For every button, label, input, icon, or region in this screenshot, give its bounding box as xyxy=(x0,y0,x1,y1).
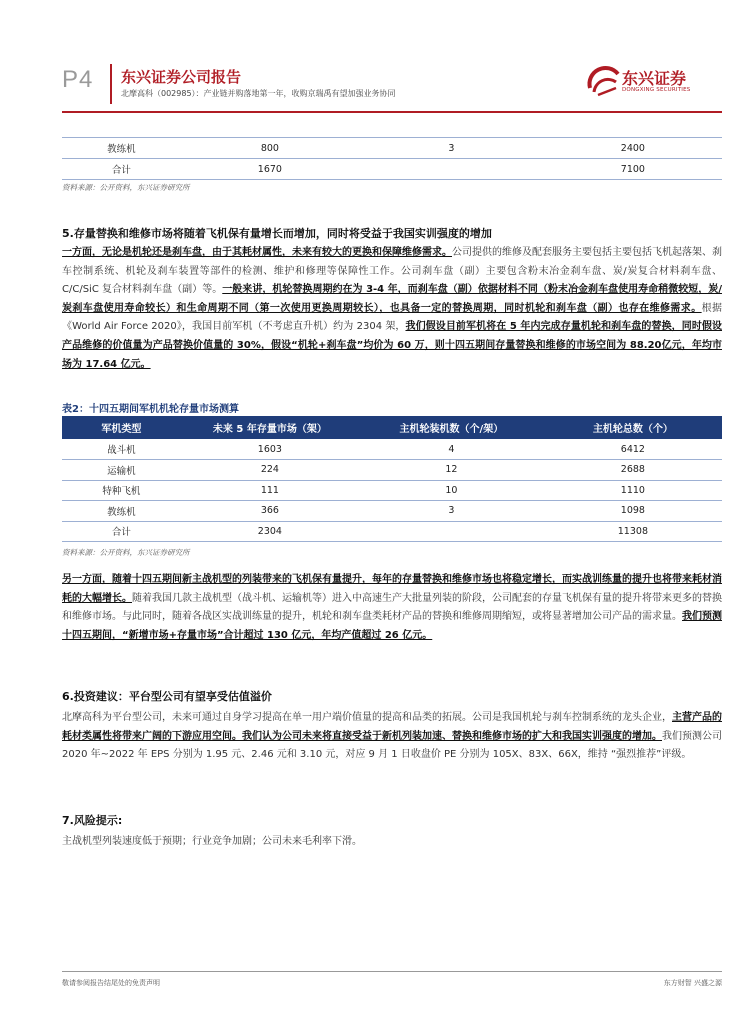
section-7-heading: 7.风险提示: xyxy=(62,814,123,827)
aircraft-wheel-table-continued xyxy=(62,137,722,180)
column-header: 未来 5 年存量市场（架） xyxy=(181,416,359,439)
table-row xyxy=(62,521,722,542)
column-header: 主机轮总数（个） xyxy=(544,416,722,439)
table-cell: 3 xyxy=(359,138,544,159)
table-cell: 战斗机 xyxy=(62,439,181,460)
table-cell xyxy=(359,521,544,542)
table-caption: 表2：十四五期间军机机轮存量市场测算 xyxy=(62,404,239,415)
market-growth-paragraph xyxy=(62,571,722,645)
risk-paragraph: 主战机型列装速度低于预期；行业竞争加剧；公司未来毛利率下滑。 xyxy=(62,836,362,847)
table-cell: 1110 xyxy=(544,480,722,501)
section-5-heading: 5.存量替换和维修市场将随着飞机保有量增长而增加，同时将受益于我国实训强度的增加 xyxy=(62,227,492,240)
footer-slogan: 东方财智 兴盛之源 xyxy=(663,979,722,987)
body-text: 我们预测公司 2020 年~2022 年 EPS 分别为 1.95 元、2.46 元和 3.10 元，对应 9 月 1 日收盘价 PE 分别为 105X、83X、66X，维持 “强烈推荐”评级。 xyxy=(62,730,722,761)
section-5-paragraph xyxy=(62,244,722,374)
table-cell: 1603 xyxy=(181,439,359,460)
bold-text: 一般来讲，机轮替换周期约在为 3-4 年，而刹车盘（副）依据材料不同（粉末冶金刹车盘使用寿命稍微较短，炭/炭刹车盘使用寿命较长）和生命周期不同（第一次使用更换周期较长），也具备一定的替换周期，同时机轮和刹车盘（副）也存在维修需求。 xyxy=(62,284,722,314)
table-cell: 11308 xyxy=(544,521,722,542)
table-cell: 366 xyxy=(181,501,359,522)
bold-text: 我们假设目前军机将在 5 年内完成存量机轮和刹车盘的替换，同时假设产品维修的价值量为产品替换价值量的 30%，假设“机轮+刹车盘”均价为 60 万，则十四五期间存量替换和维修的市场空间为 88.20亿元，年均市场为 17.64 亿元。 xyxy=(62,321,722,370)
table-cell: 教练机 xyxy=(62,138,181,159)
table-cell: 1670 xyxy=(181,159,359,180)
page-number: P4 xyxy=(62,66,94,93)
column-header: 主机轮装机数（个/架） xyxy=(359,416,544,439)
table-cell: 合计 xyxy=(62,521,181,542)
military-wheel-stock-table xyxy=(62,416,722,542)
section-6-heading: 6.投资建议：平台型公司有望享受估值溢价 xyxy=(62,690,272,703)
table-cell: 2400 xyxy=(544,138,722,159)
table-cell: 教练机 xyxy=(62,501,181,522)
body-text: 公司提供的维修及配套服务主要包括主要包括飞机起落架、刹车控制系统、机轮及刹车装置等部件的检测、维护和修理等保障性工作。公司刹车盘（副）主要包含粉末冶金刹车盘、炭/炭复合材料刹车盘、C/C/SiC 复合材料刹车盘（副）等。 xyxy=(62,247,722,296)
table-cell: 7100 xyxy=(544,159,722,180)
bold-text: 我们预测十四五期间，“新增市场+存量市场”合计超过 130 亿元，年均产值超过 26 亿元。 xyxy=(62,611,722,641)
report-subtitle: 北摩高科（002985）：产业链并购落地第一年，收购京瑞禹有望加强业务协同 xyxy=(121,89,396,98)
footer-rule xyxy=(62,971,722,972)
footer-disclaimer[interactable]: 敬请参阅报告结尾处的免责声明 xyxy=(62,979,160,987)
table-row xyxy=(62,138,722,159)
table-cell: 800 xyxy=(181,138,359,159)
table-source: 资料来源：公开资料，东兴证券研究所 xyxy=(62,183,190,192)
table-cell: 224 xyxy=(181,460,359,481)
logo-english: DONGXING SECURITIES xyxy=(622,87,691,93)
table-cell: 6412 xyxy=(544,439,722,460)
table-cell: 2688 xyxy=(544,460,722,481)
bold-text: 主营产品的耗材类属性将带来广阔的下游应用空间。我们认为公司未来将直接受益于新机列装加速、替换和维修市场的扩大和我国实训强度的增加。 xyxy=(62,712,722,742)
body-text: 北摩高科为平台型公司，未来可通过自身学习提高在单一用户端价值量的提高和品类的拓展。公司是我国机轮与刹车控制系统的龙头企业， xyxy=(62,712,672,723)
table-cell: 12 xyxy=(359,460,544,481)
body-text: 根据《World Air Force 2020》，我国目前军机（不考虑直升机）约为 2304 架， xyxy=(62,302,723,333)
report-title: 东兴证券公司报告 xyxy=(121,68,242,86)
section-6-paragraph xyxy=(62,709,722,765)
table-cell: 10 xyxy=(359,480,544,501)
table-source: 资料来源：公开资料，东兴证券研究所 xyxy=(62,548,190,557)
header-divider xyxy=(110,64,112,104)
header-rule xyxy=(62,111,722,113)
table-row xyxy=(62,501,722,522)
table-row xyxy=(62,460,722,481)
bold-text: 另一方面，随着十四五期间新主战机型的列装带来的飞机保有量提升，每年的存量替换和维修市场也将稳定增长，而实战训练量的提升也将带来耗材消耗的大幅增长。 xyxy=(62,574,722,604)
table-cell: 运输机 xyxy=(62,460,181,481)
table-cell xyxy=(359,159,544,180)
table-row xyxy=(62,439,722,460)
bold-text: 一方面，无论是机轮还是刹车盘，由于其耗材属性，未来有较大的更换和保障维修需求。 xyxy=(62,247,452,258)
table-cell: 2304 xyxy=(181,521,359,542)
table-row xyxy=(62,480,722,501)
body-text: 随着我国几款主战机型（战斗机、运输机等）进入中高速生产大批量列装的阶段，公司配套的存量飞机保有量的提升将带来更多的替换和维修市场。与此同时，随着各战区实战训练量的提升，机轮和刹车盘类耗材产品的替换和维修周期缩短，或将显著增加公司产品的需求量。 xyxy=(62,592,722,623)
table-cell: 111 xyxy=(181,480,359,501)
table-cell: 特种飞机 xyxy=(62,480,181,501)
table-cell: 1098 xyxy=(544,501,722,522)
table-cell: 合计 xyxy=(62,159,181,180)
table-cell: 3 xyxy=(359,501,544,522)
table-cell: 4 xyxy=(359,439,544,460)
logo-text: 东兴证券 xyxy=(622,69,687,88)
column-header: 军机类型 xyxy=(62,416,181,439)
table-header-row xyxy=(62,416,722,439)
table-row xyxy=(62,159,722,180)
